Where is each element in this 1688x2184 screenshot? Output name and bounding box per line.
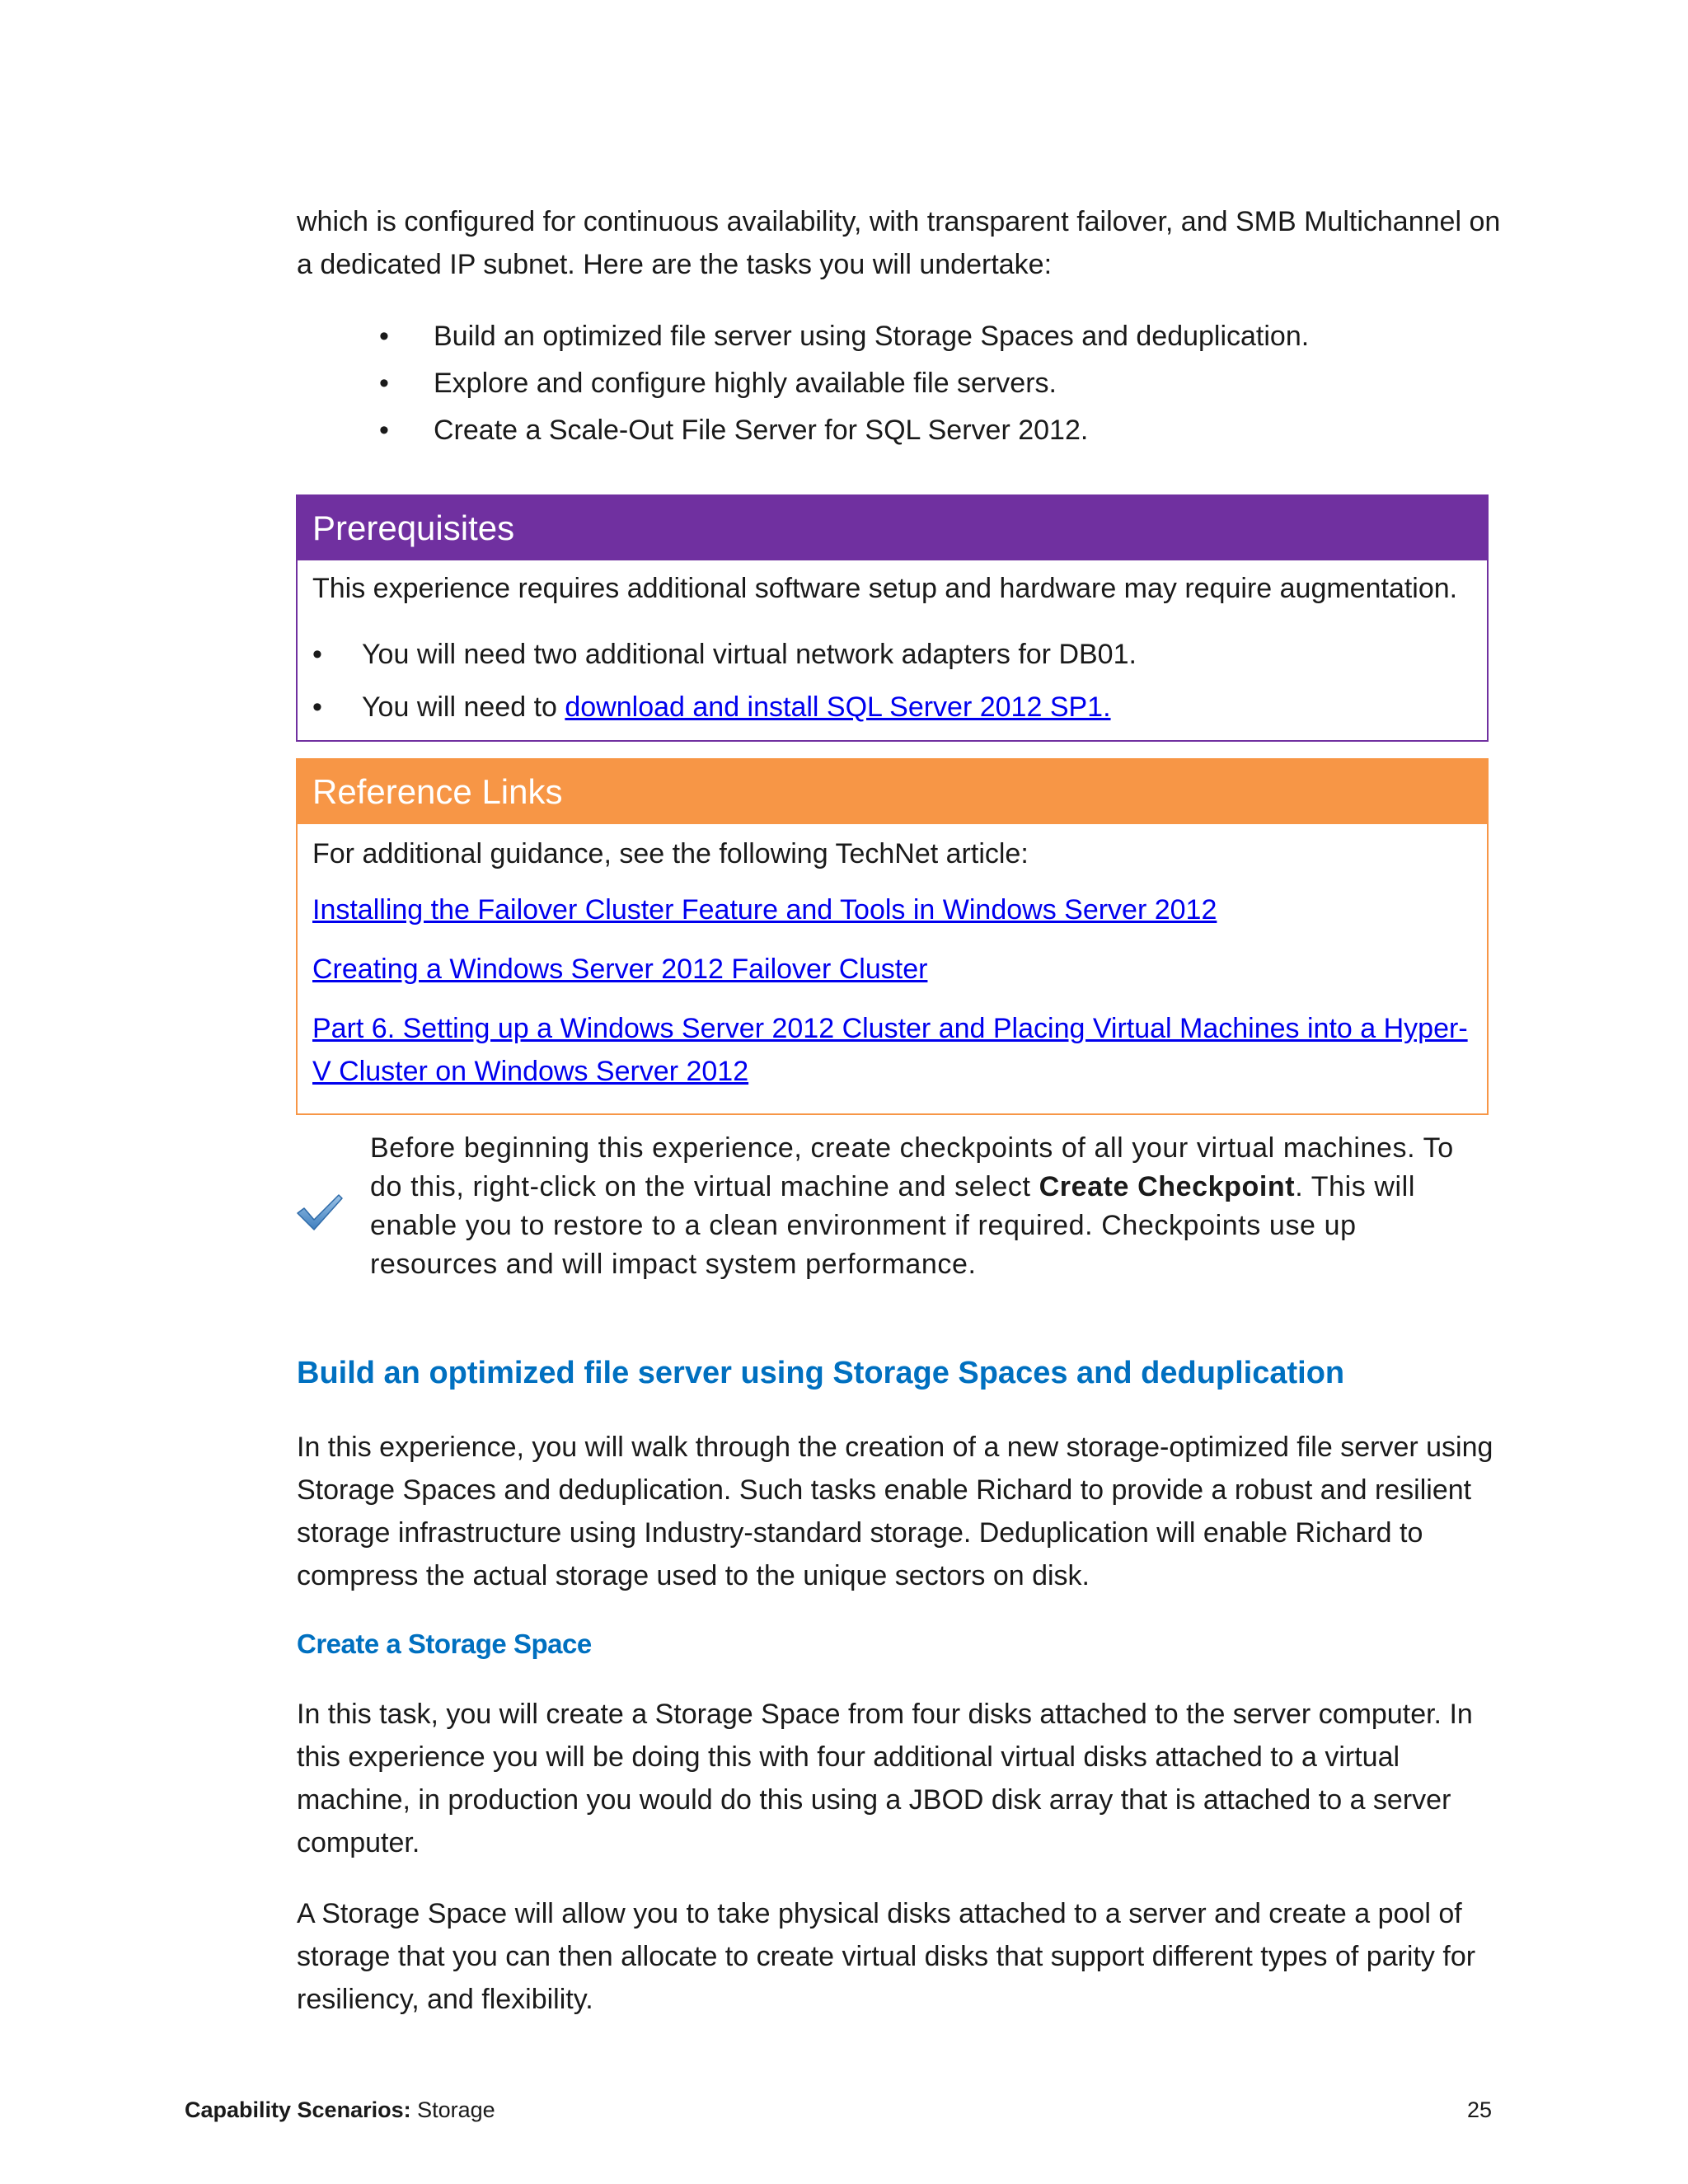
task-item: • Build an optimized file server using Storage Spaces and deduplication. xyxy=(379,313,1451,360)
prerequisite-item xyxy=(298,681,1487,733)
download-sql-sp1-link[interactable]: download and install SQL Server 2012 SP1. xyxy=(565,691,1111,723)
subsection-paragraph: In this task, you will create a Storage Space from four disks attached to the server computer. In this experience you will be doing this with four additional virtual disks attached to a virtual machine, in production you would do this using a JBOD disk array that is attached to a server computer. xyxy=(297,1699,1473,1858)
prerequisite-item-prefix: You will need to xyxy=(362,691,565,723)
prerequisites-title: Prerequisites xyxy=(298,496,1487,560)
task-list xyxy=(379,313,1451,454)
reference-link-hyperv-cluster[interactable]: Part 6. Setting up a Windows Server 2012 Cluster and Placing Virtual Machines into a Hyper-V Cluster on Windows Server 2012 xyxy=(312,1013,1468,1087)
reference-links-box xyxy=(296,758,1489,1115)
footer-topic: Storage xyxy=(417,2097,495,2122)
section-paragraph: In this experience, you will walk through the creation of a new storage-optimized file server using Storage Spaces and deduplication. Such tasks enable Richard to provide a robust and resilient storage infrastructure using Industry-standard storage. Deduplication will enable Richard to compress the actual storage used to the unique sectors on disk. xyxy=(297,1432,1493,1591)
footer-label: Capability Scenarios: xyxy=(185,2097,411,2122)
reference-link-create-cluster[interactable]: Creating a Windows Server 2012 Failover Cluster xyxy=(312,954,928,985)
checkpoint-note-text xyxy=(370,1129,1475,1284)
reference-links-title: Reference Links xyxy=(298,760,1487,824)
prerequisites-box xyxy=(296,494,1489,742)
reference-link-row xyxy=(298,888,1487,931)
reference-link-row xyxy=(298,948,1487,991)
subsection-paragraph: A Storage Space will allow you to take physical disks attached to a server and create a pool of storage that you can then allocate to create virtual disks that support different types of parity for resiliency, and flexibility. xyxy=(297,1898,1476,2015)
reference-links-text: For additional guidance, see the following TechNet article: xyxy=(312,838,1029,869)
prerequisites-list xyxy=(298,628,1487,733)
checkmark-icon xyxy=(296,1192,344,1233)
prerequisites-text: This experience requires additional software setup and hardware may require augmentation. xyxy=(312,573,1458,604)
note-text-end: . This will enable you to restore to a clean environment if required. Checkpoints use up resources and will impact system performance. xyxy=(370,1171,1415,1280)
reference-link-row xyxy=(298,1007,1487,1093)
task-item: • Create a Scale-Out File Server for SQL Server 2012. xyxy=(379,407,1451,454)
section-heading: Build an optimized file server using Storage Spaces and deduplication xyxy=(297,1356,1345,1390)
prerequisite-item: • You will need two additional virtual network adapters for DB01. xyxy=(298,628,1487,681)
task-item: • Explore and configure highly available file servers. xyxy=(379,360,1451,407)
note-bold-command: Create Checkpoint xyxy=(1039,1171,1296,1202)
subsection-heading: Create a Storage Space xyxy=(297,1629,592,1659)
page-footer xyxy=(185,2093,495,2126)
reference-link-failover-feature[interactable]: Installing the Failover Cluster Feature and Tools in Windows Server 2012 xyxy=(312,894,1217,926)
page-number: 25 xyxy=(1466,2097,1492,2122)
note-text-start: Before beginning this experience, create checkpoints of all your virtual machines. To do this, right-click on the virtual machine and select xyxy=(370,1132,1454,1202)
intro-paragraph: which is configured for continuous availability, with transparent failover, and SMB Multichannel on a dedicated IP subnet. Here are the tasks you will undertake: xyxy=(297,206,1501,280)
checkpoint-note xyxy=(296,1129,1491,1294)
